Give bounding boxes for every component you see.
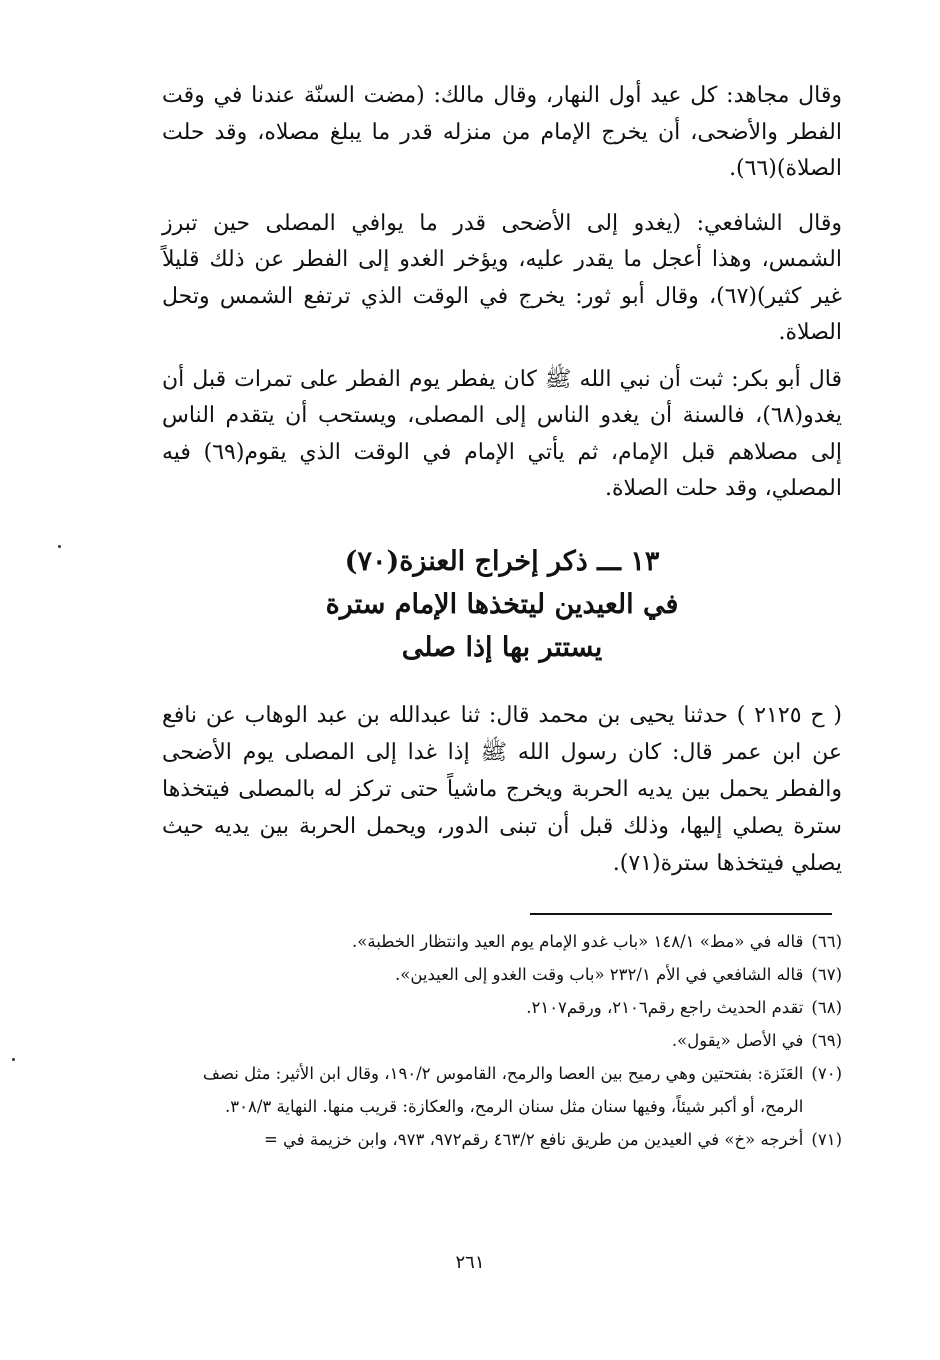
- scan-speck: [12, 1058, 15, 1061]
- footnote-text: قاله الشافعي في الأم ٢٣٢/١ «باب وقت الغدو إلى العيدين».: [394, 965, 804, 984]
- footnote-divider: [530, 913, 832, 915]
- footnote-number: (٦٩): [811, 1031, 842, 1050]
- paragraph-shafii: وقال الشافعي: (يغدو إلى الأضحى قدر ما يوافي المصلى حين تبرز الشمس، وهذا أعجل ما يقدر عليه، ويؤخر الغدو إلى الفطر عن ذلك قليلاً غير كثير)(٦٧)، وقال أبو ثور: يخرج في الوقت الذي ترتفع الشمس وتحل الصلاة.: [162, 210, 842, 345]
- footnote-text: أخرجه «خ» في العيدين من طريق نافع ٤٦٣/٢ رقم٩٧٢، ٩٧٣، وابن خزيمة في =: [263, 1130, 804, 1149]
- section-heading: [162, 540, 842, 669]
- footnote-number: (٦٦): [811, 932, 842, 951]
- main-text: [162, 78, 842, 882]
- footnote-number: (٦٧): [811, 965, 842, 984]
- footnote-number: (٧١): [811, 1130, 842, 1149]
- footnote-text: تقدم الحديث راجع رقم٢١٠٦، ورقم٢١٠٧.: [526, 998, 804, 1017]
- footnote: [162, 991, 842, 1024]
- footnote: [162, 1057, 842, 1123]
- footnote-number: (٧٠): [811, 1064, 842, 1083]
- footnote: [162, 958, 842, 991]
- heading-line-2: في العيدين ليتخذها الإمام سترة: [325, 588, 679, 620]
- hadith-2125: ( ح ٢١٢٥ ) حدثنا يحيى بن محمد قال: ثنا عبدالله بن عبد الوهاب عن نافع عن ابن عمر قال: كان رسول الله ﷺ إذا غدا إلى المصلى يوم الأضحى والفطر يحمل بين يديه الحربة ويخرج ماشياً حتى تركز له بالمصلى فيتخذها سترة يصلي إليها، وذلك قبل أن تبنى الدور، ويحمل الحربة بين يديه حيث يصلي فيتخذها سترة(٧١).: [162, 702, 842, 876]
- footnote-text: في الأصل «يقول».: [671, 1031, 804, 1050]
- footnotes: [162, 925, 842, 1156]
- paragraph-mujahid: وقال مجاهد: كل عيد أول النهار، وقال مالك: (مضت السنّة عندنا في وقت الفطر والأضحى، أن يخرج الإمام من منزله قدر ما يبلغ مصلاه، وقد حلت الصلاة)(٦٦).: [162, 83, 842, 181]
- paragraph-abu-bakr: قال أبو بكر: ثبت أن نبي الله ﷺ كان يفطر يوم الفطر على تمرات قبل أن يغدو(٦٨)، فالسنة أن يغدو الناس إلى المصلى، ويستحب أن يتقدم الناس إلى مصلاهم قبل الإمام، ثم يأتي الإمام في الوقت الذي يقوم(٦٩) فيه المصلي، وقد حلت الصلاة.: [162, 366, 842, 501]
- footnote: [162, 925, 842, 958]
- footnote-number: (٦٨): [811, 998, 842, 1017]
- heading-line-3: يستتر بها إذا صلى: [401, 631, 603, 663]
- footnote-text: العَنَزة: بفتحتين وهي رميح بين العصا والرمح، القاموس ١٩٠/٢، وقال ابن الأثير: مثل نصف الرمح، أو أكبر شيئاً، وفيها سنان مثل سنان الرمح، والعكازة: قريب منها. النهاية ٣٠٨/٣.: [202, 1064, 804, 1116]
- footnote: [162, 1024, 842, 1057]
- footnote: [162, 1123, 842, 1156]
- heading-line-1: ١٣ ـــ ذكر إخراج العنزة(٧٠): [344, 545, 660, 577]
- page-number: ٢٦١: [455, 1252, 485, 1273]
- scan-speck: [58, 545, 61, 548]
- footnote-text: قاله في «مط» ١٤٨/١ «باب غدو الإمام يوم العيد وانتظار الخطبة».: [352, 932, 804, 951]
